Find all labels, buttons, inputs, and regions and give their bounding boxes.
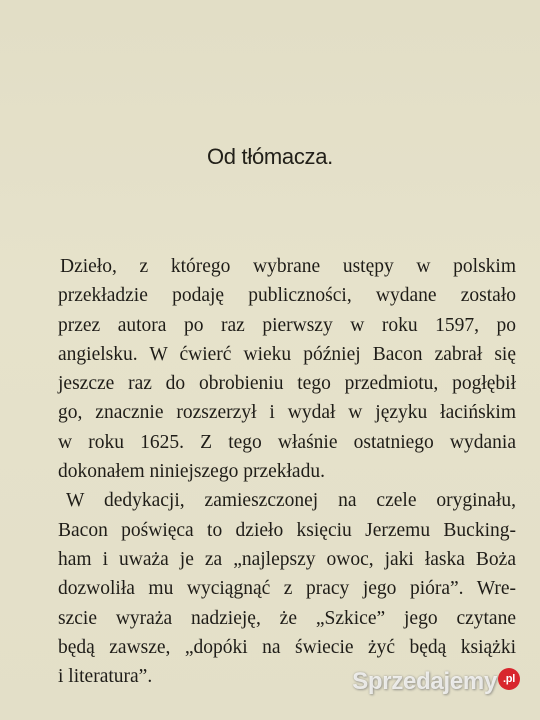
text-line: będą zawsze, „dopóki na świecie żyć będą książki	[58, 636, 516, 658]
text-line: przez autora po raz pierwszy w roku 1597, po	[58, 314, 516, 336]
paragraph-2	[58, 486, 516, 691]
text-line: go, znacznie rozszerzył i wydał w języku łacińskim	[58, 402, 516, 424]
watermark-text: Sprzedajemy	[352, 668, 497, 695]
text-line: ham i uważa je za „najlepszy owoc, jaki łaska Boża	[58, 548, 516, 570]
paragraph-1	[58, 252, 516, 486]
text-line: jeszcze raz do obrobieniu tego przedmiotu, pogłębił	[58, 373, 516, 395]
text-line: i literatura”.	[58, 666, 153, 688]
text-line: angielsku. W ćwierć wieku później Bacon zabrał się	[58, 343, 516, 365]
text-line: Dzieło, z którego wybrane ustępy w polskim	[60, 256, 516, 277]
text-line: dokonałem niniejszego przekładu.	[58, 461, 325, 483]
text-line: w roku 1625. Z tego właśnie ostatniego wydania	[58, 431, 516, 453]
text-line: Bacon poświęca to dzieło księciu Jerzemu Bucking-	[58, 519, 516, 541]
text-line: przekładzie podaję publiczności, wydane zostało	[58, 285, 516, 307]
text-line: szcie wyraża nadzieję, że „Szkice” jego czytane	[58, 607, 516, 629]
chapter-heading: Od tłómacza.	[206, 144, 333, 169]
body-text	[58, 252, 516, 691]
text-line: W dedykacji, zamieszczonej na czele oryginału,	[66, 490, 516, 512]
text-line: dozwoliła mu wyciągnąć z pracy jego pióra”. Wre-	[58, 578, 516, 600]
site-watermark	[352, 668, 520, 696]
watermark-tld-badge: .pl	[498, 668, 520, 690]
